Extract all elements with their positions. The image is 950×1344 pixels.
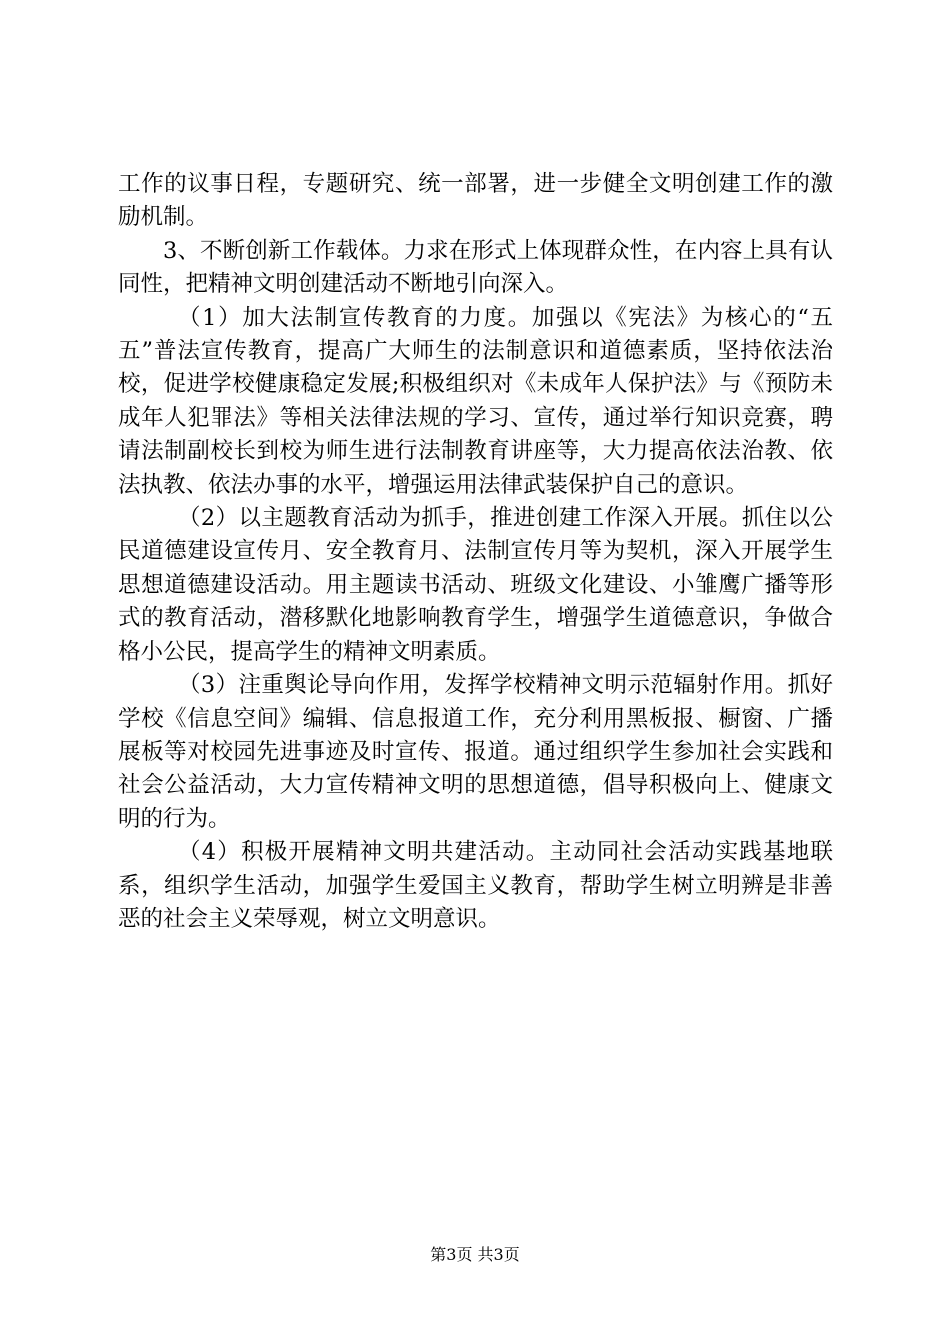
paragraph-item-2: （2）以主题教育活动为抓手，推进创建工作深入开展。抓住以公民道德建设宣传月、安全教育月、法制宣传月等为契机，深入开展学生思想道德建设活动。用主题读书活动、班级文化建设、小雏鹰广播等形式的教育活动，潜移默化地影响教育学生，增强学生道德意识，争做合格小公民，提高学生的精神文明素质。 — [118, 505, 833, 665]
paragraph-item-3: （3）注重舆论导向作用，发挥学校精神文明示范辐射作用。抓好学校《信息空间》编辑、信息报道工作，充分利用黑板报、橱窗、广播展板等对校园先进事迹及时宣传、报道。通过组织学生参加社会实践和社会公益活动，大力宣传精神文明的思想道德，倡导积极向上、健康文明的行为。 — [118, 672, 833, 832]
paragraph-item-4: （4）积极开展精神文明共建活动。主动同社会活动实践基地联系，组织学生活动，加强学生爱国主义教育，帮助学生树立明辨是非善恶的社会主义荣辱观，树立文明意识。 — [118, 839, 833, 932]
page-footer — [0, 1245, 950, 1265]
paragraph-continuation: 工作的议事日程，专题研究、统一部署，进一步健全文明创建工作的激励机制。 — [118, 171, 833, 231]
document-body — [118, 168, 833, 936]
page-number-label: 第3页 共3页 — [430, 1245, 520, 1264]
paragraph-item-1: （1）加大法制宣传教育的力度。加强以《宪法》为核心的“五五”普法宣传教育，提高广大师生的法制意识和道德素质，坚持依法治校，促进学校健康稳定发展;积极组织对《未成年人保护法》与《预防未成年人犯罪法》等相关法律法规的学习、宣传，通过举行知识竞赛，聘请法制副校长到校为师生进行法制教育讲座等，大力提高依法治教、依法执教、依法办事的水平，增强运用法律武装保护自己的意识。 — [118, 304, 833, 498]
paragraph-section-3: 3、不断创新工作载体。力求在形式上体现群众性，在内容上具有认同性，把精神文明创建活动不断地引向深入。 — [118, 237, 833, 298]
